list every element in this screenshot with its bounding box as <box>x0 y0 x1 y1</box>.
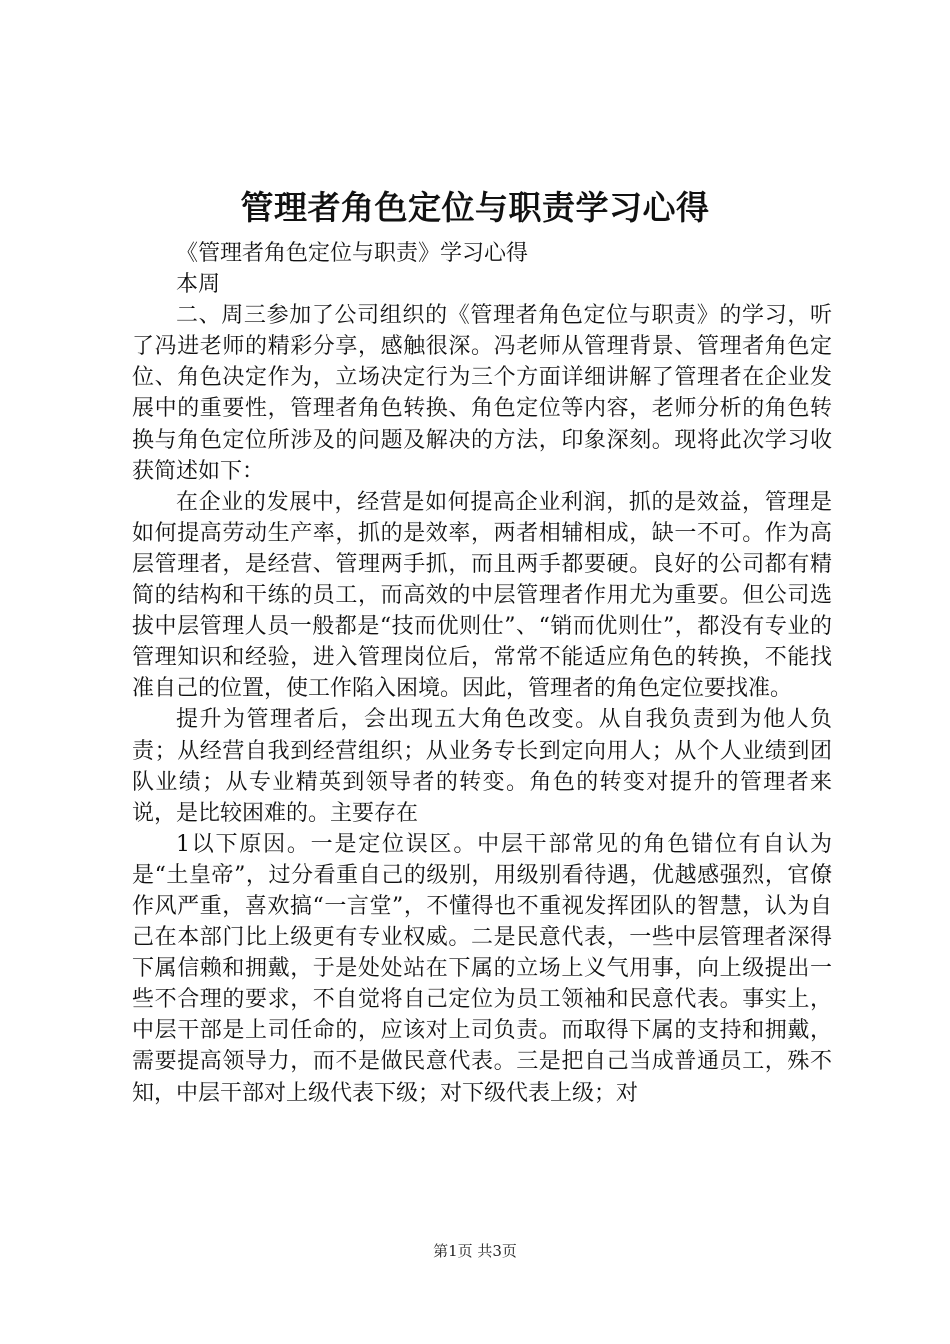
document-body <box>132 238 832 1109</box>
body-paragraph: 二、周三参加了公司组织的《管理者角色定位与职责》的学习，听了冯进老师的精彩分享，感触很深。冯老师从管理背景、管理者角色定位、角色决定作为，立场决定行为三个方面详细讲解了管理者在企业发展中的重要性，管理者角色转换、角色定位等内容，老师分析的角色转换与角色定位所涉及的问题及解决的方法，印象深刻。现将此次学习收获简述如下： <box>132 303 832 484</box>
document-title: 管理者角色定位与职责学习心得 <box>240 188 710 227</box>
subtitle-paragraph: 《管理者角色定位与职责》学习心得 <box>176 241 529 266</box>
body-paragraph: 本周 <box>176 272 221 298</box>
body-paragraph: 1以下原因。一是定位误区。中层干部常见的角色错位有自认为是“土皇帝”，过分看重自己的级别，用级别看待遇，优越感强烈，官僚作风严重，喜欢搞“一言堂”，不懂得也不重视发挥团队的智慧，认为自己在本部门比上级更有专业权威。二是民意代表，一些中层管理者深得下属信赖和拥戴，于是处处站在下属的立场上义气用事，向上级提出一些不合理的要求，不自觉将自己定位为员工领袖和民意代表。事实上，中层干部是上司任命的，应该对上司负责。而取得下属的支持和拥戴，需要提高领导力，而不是做民意代表。三是把自己当成普通员工，殊不知，中层干部对上级代表下级；对下级代表上级；对 <box>132 831 832 1106</box>
body-paragraph: 在企业的发展中，经营是如何提高企业利润，抓的是效益，管理是如何提高劳动生产率，抓的是效率，两者相辅相成，缺一不可。作为高层管理者，是经营、管理两手抓，而且两手都要硬。良好的公司都有精简的结构和干练的员工，而高效的中层管理者作用尤为重要。但公司选拔中层管理人员一般都是“技而优则仕”、“销而优则仕”，都没有专业的管理知识和经验，进入管理岗位后，常常不能适应角色的转换，不能找准自己的位置，使工作陷入困境。因此，管理者的角色定位要找准。 <box>132 489 832 702</box>
body-paragraph: 提升为管理者后，会出现五大角色改变。从自我负责到为他人负责；从经营自我到经营组织；从业务专长到定向用人；从个人业绩到团队业绩；从专业精英到领导者的转变。角色的转变对提升的管理者来说，是比较困难的。主要存在 <box>132 707 832 826</box>
page-number-footer: 第1页 共3页 <box>433 1242 517 1260</box>
